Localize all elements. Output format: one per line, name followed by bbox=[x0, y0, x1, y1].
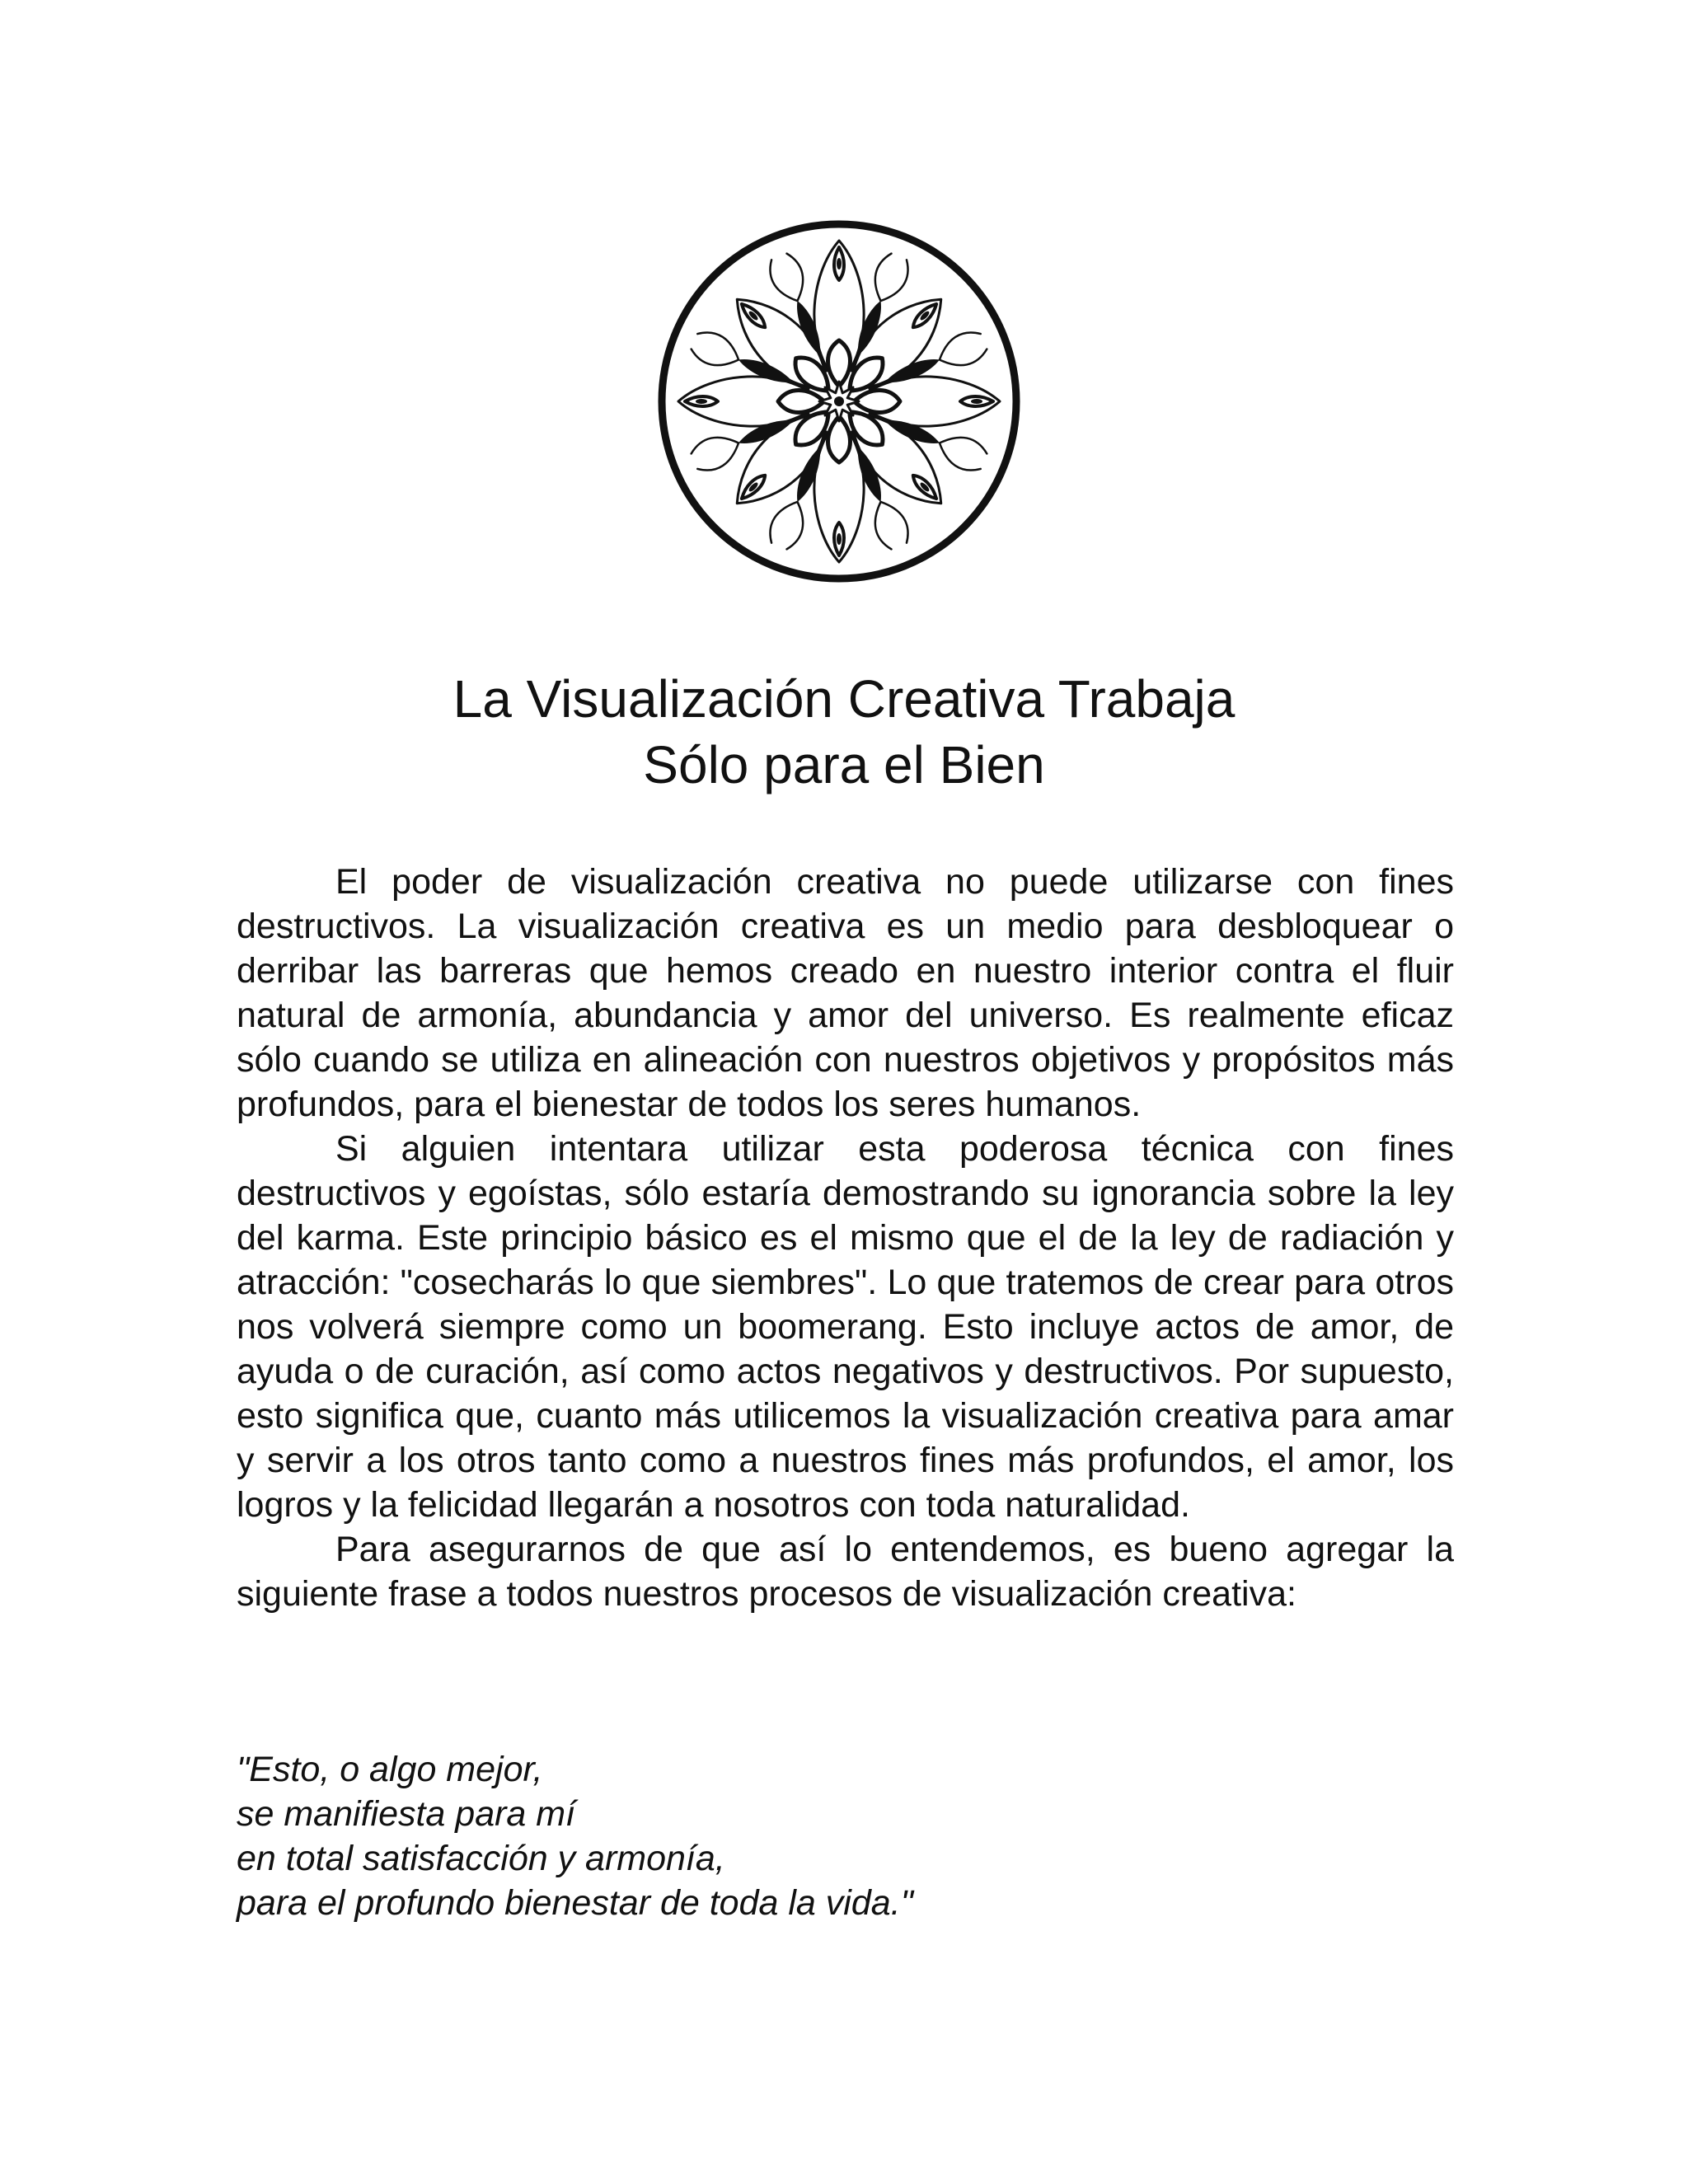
page-title bbox=[0, 666, 1688, 798]
quote-line-2: se manifiesta para mí bbox=[237, 1794, 576, 1834]
quote-line-1: "Esto, o algo mejor, bbox=[237, 1750, 543, 1789]
paragraph-3: Para asegurarnos de que así lo entendemos, es bueno agregar la siguiente frase a todos nuestros procesos de visualización creativa: bbox=[237, 1530, 1454, 1614]
quote-line-4: para el profundo bienestar de toda la vida." bbox=[237, 1883, 913, 1923]
mandala-flower-icon bbox=[654, 216, 1025, 587]
title-line-1: La Visualización Creativa Trabaja bbox=[452, 669, 1236, 729]
title-line-2: Sólo para el Bien bbox=[643, 735, 1045, 794]
quote-line-3: en total satisfacción y armonía, bbox=[237, 1839, 725, 1878]
affirmation-quote bbox=[237, 1747, 1454, 1925]
paragraph-2: Si alguien intentara utilizar esta poderosa técnica con fines destructivos y egoístas, sólo estaría demostrando su ignorancia sobre la ley del karma. Este principio básico es el mismo que el de la ley de radiación y atracción: "cosecharás lo que siembres". Lo que tratemos de crear para otros nos volverá siempre como un boomerang. Esto incluye actos de amor, de ayuda o de curación, así como actos negativos y destructivos. Por supuesto, esto significa que, cuanto más utilicemos la visualización creativa para amar y servir a los otros tanto como a nuestros fines más profundos, el amor, los logros y la felicidad llegarán a nosotros con toda naturalidad. bbox=[237, 1129, 1454, 1525]
paragraph-1: El poder de visualización creativa no puede utilizarse con fines destructivos. La visualización creativa es un medio para desbloquear o derribar las barreras que hemos creado en nuestro interior contra el fluir natural de armonía, abundancia y amor del universo. Es realmente eficaz sólo cuando se utiliza en alineación con nuestros objetivos y propósitos más profundos, para el bienestar de todos los seres humanos. bbox=[237, 862, 1454, 1124]
body-text bbox=[237, 860, 1454, 1616]
